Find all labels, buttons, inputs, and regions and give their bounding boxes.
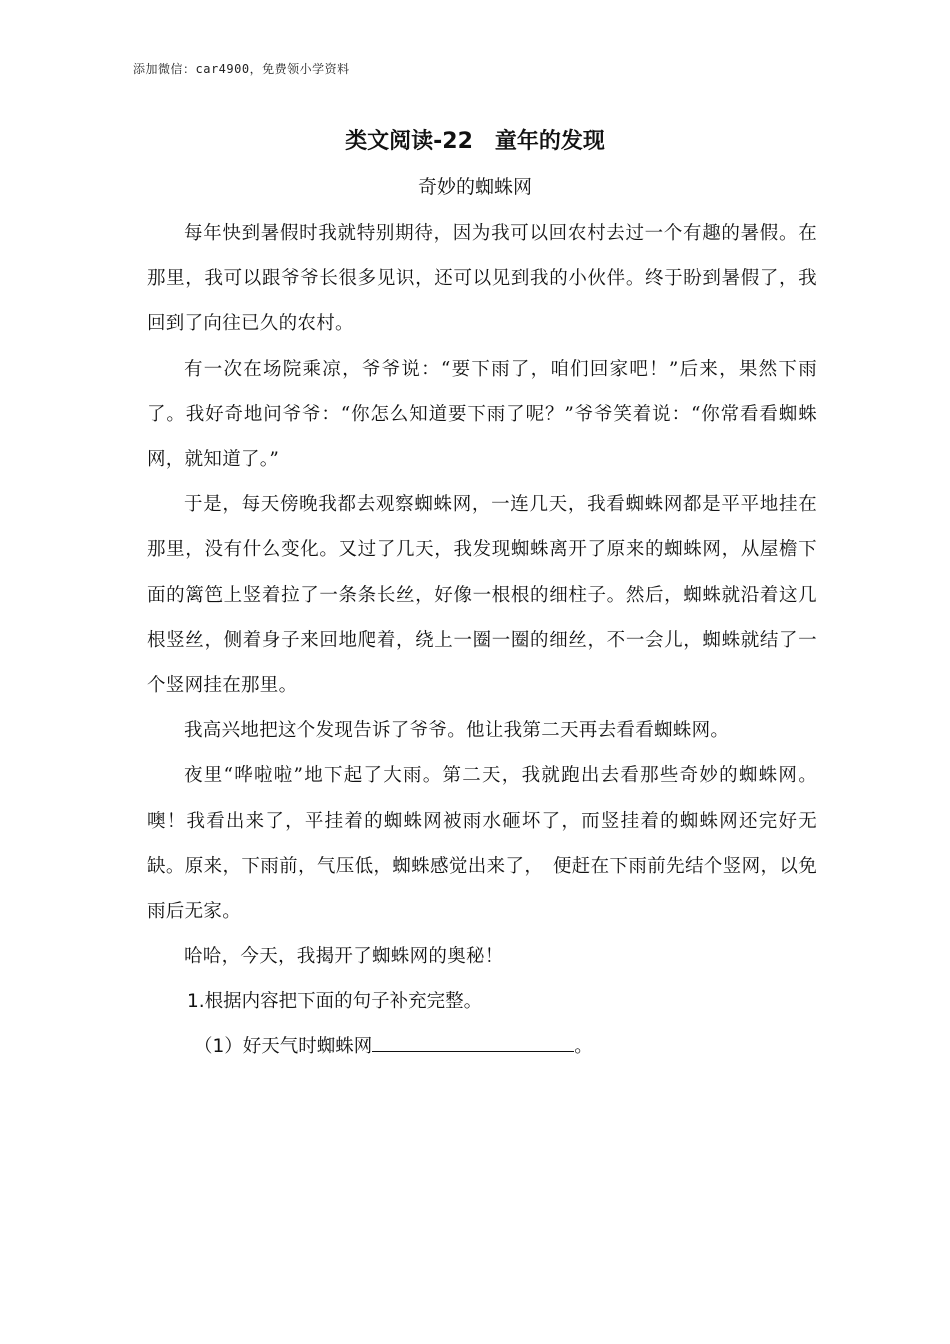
- paragraph-6: 哈哈，今天，我揭开了蜘蛛网的奥秘！: [184, 946, 504, 968]
- paragraph-4: 我高兴地把这个发现告诉了爷爷。他让我第二天再去看看蜘蛛网。: [184, 720, 730, 742]
- watermark-text: 添加微信：car4900，免费领小学资料: [133, 62, 350, 76]
- paragraph-1: 每年快到暑假时我就特别期待，因为我可以回农村去过一个有趣的暑假。在那里，我可以跟爷爷长很多见识，还可以见到我的小伙伴。终于盼到暑假了，我回到了向往已久的农村。: [147, 223, 817, 335]
- question-1-part-1: [147, 1024, 817, 1069]
- paragraph-3: 于是，每天傍晚我都去观察蜘蛛网，一连几天，我看蜘蛛网都是平平地挂在那里，没有什么变化。又过了几天，我发现蜘蛛离开了原来的蜘蛛网，从屋檐下面的篱笆上竖着拉了一条条长丝，好像一根根的细柱子。然后，蜘蛛就沿着这几根竖丝，侧着身子来回地爬着，绕上一圈一圈的细丝，不一会儿，蜘蛛就结了一个竖网挂在那里。: [147, 494, 817, 697]
- sub-question-end: 。: [574, 1036, 593, 1058]
- paragraph-5: 夜里“哗啦啦”地下起了大雨。第二天，我就跑出去看那些奇妙的蜘蛛网。噢！我看出来了，平挂着的蜘蛛网被雨水砸坏了，而竖挂着的蜘蛛网还完好无缺。原来，下雨前，气压低，蜘蛛感觉出来了， 便赶在下雨前先结个竖网，以免雨后无家。: [147, 765, 817, 923]
- sub-question-text: 好天气时蜘蛛网: [242, 1036, 373, 1058]
- question-1: 1.根据内容把下面的句子补充完整。: [187, 991, 483, 1013]
- page-title: 类文阅读-22 童年的发现: [345, 129, 605, 154]
- answer-blank[interactable]: [372, 1033, 574, 1052]
- sub-question-label: （1）: [194, 1036, 243, 1058]
- article-body: [147, 211, 817, 1069]
- article-subtitle: 奇妙的蜘蛛网: [417, 176, 532, 198]
- paragraph-2: 有一次在场院乘凉，爷爷说：“要下雨了，咱们回家吧！”后来，果然下雨了。我好奇地问爷爷：“你怎么知道要下雨了呢？”爷爷笑着说：“你常看看蜘蛛网，就知道了。”: [147, 358, 817, 471]
